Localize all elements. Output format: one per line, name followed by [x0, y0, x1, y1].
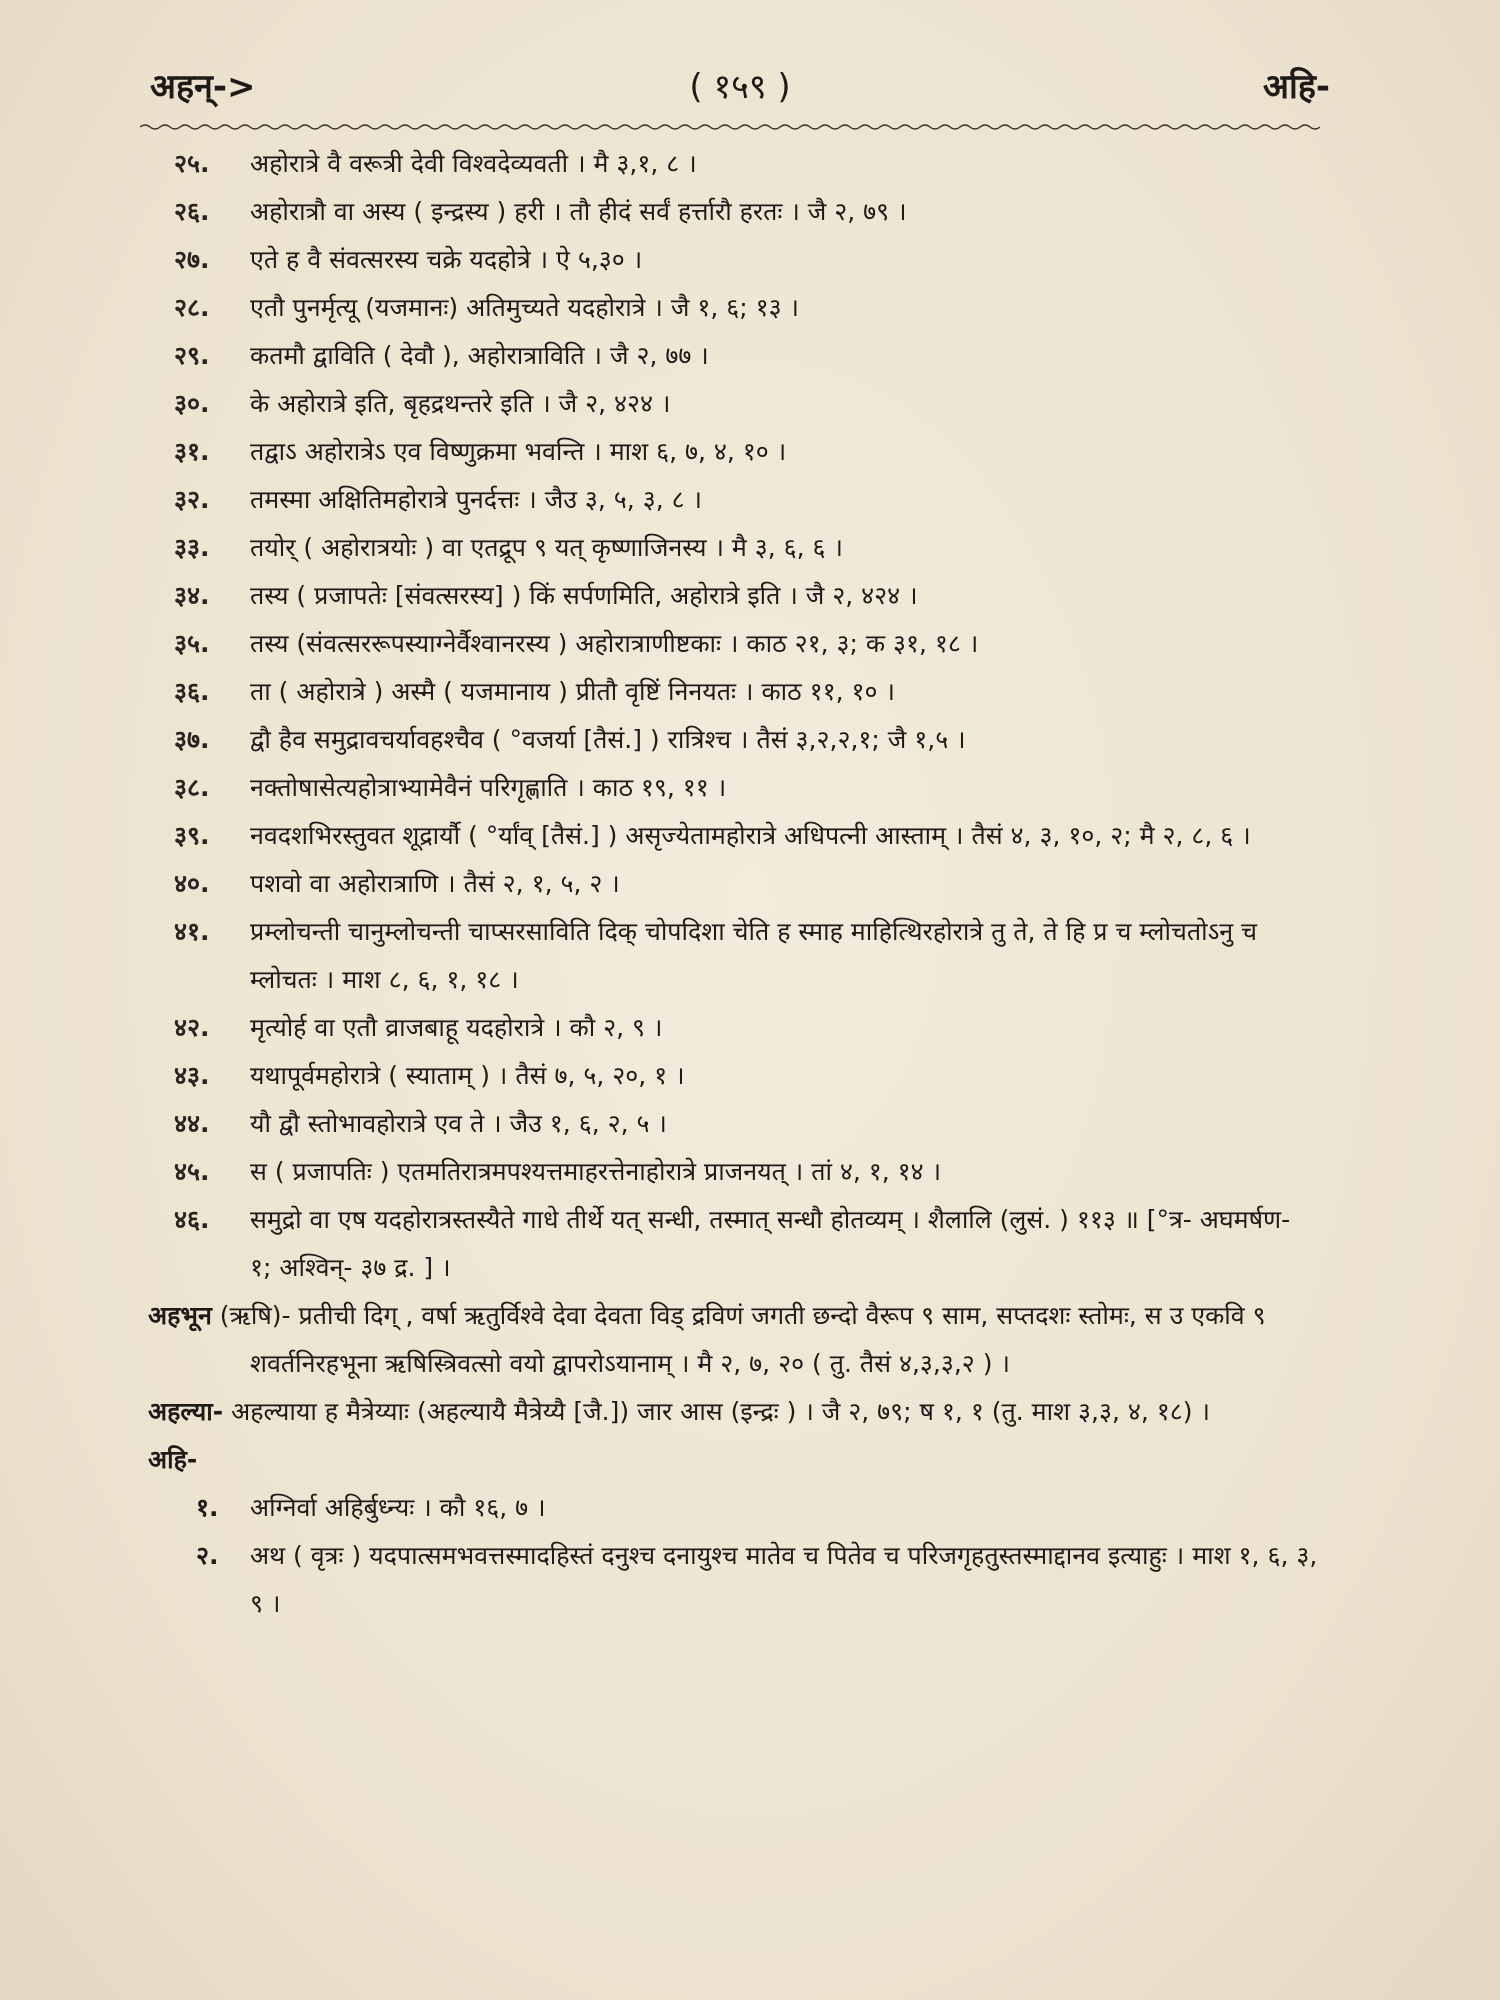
entry-number: २७.: [174, 245, 210, 274]
entry-text: यथापूर्वमहोरात्रे ( स्याताम् ) । तैसं ७, ५, २०, १ ।: [250, 1061, 685, 1090]
entry-number: ४३.: [174, 1061, 210, 1090]
citation-entry: [148, 860, 1318, 908]
dictionary-body: [148, 140, 1318, 1628]
headword: अहभून: [148, 1301, 212, 1330]
entry-text: तमस्मा अक्षितिमहोरात्रे पुनर्दत्तः । जैउ ३, ५, ३, ८ ।: [250, 485, 703, 514]
citation-entry: [148, 1148, 1318, 1196]
entry-number: ३१.: [174, 437, 210, 466]
citation-entry: [148, 1196, 1318, 1292]
citation-entry: [148, 1004, 1318, 1052]
entry-number: २८.: [174, 293, 210, 322]
entry-text: स ( प्रजापतिः ) एतमतिरात्रमपश्यत्तमाहरत्तेनाहोरात्रे प्राजनयत् । तां ४, १, १४ ।: [250, 1157, 942, 1186]
entry-number: ३५.: [174, 629, 210, 658]
citation-entry: [148, 1100, 1318, 1148]
headword-entry: [148, 1436, 1318, 1484]
citation-entry: [148, 140, 1318, 188]
entry-number: ४५.: [174, 1157, 210, 1186]
citation-entry: [148, 332, 1318, 380]
entry-text: के अहोरात्रे इति, बृहद्रथन्तरे इति । जै २, ४२४ ।: [250, 389, 671, 418]
entry-number: २९.: [174, 341, 210, 370]
entry-number: ३६.: [174, 677, 210, 706]
citation-entry: [148, 1052, 1318, 1100]
citation-entry: [148, 476, 1318, 524]
citation-entry: [148, 1532, 1318, 1628]
entry-text: तस्य (संवत्सररूपस्याग्नेर्वैश्वानरस्य ) अहोरात्राणीष्टकाः । काठ २१, ३; क ३१, १८ ।: [250, 629, 979, 658]
entry-text: नक्तोषासेत्यहोत्राभ्यामेवैनं परिगृह्णाति । काठ १९, ११ ।: [250, 773, 727, 802]
citation-entry: [148, 572, 1318, 620]
entry-text: अथ ( वृत्रः ) यदपात्समभवत्तस्मादहिस्तं दनुश्च दनायुश्च मातेव च पितेव च परिजगृहतुस्तस्माद्दानव इत्याहुः । माश १, ६, ३, ९ ।: [250, 1541, 1318, 1618]
entry-text: अहोरात्रौ वा अस्य ( इन्द्रस्य ) हरी । तौ हीदं सर्वं हर्त्तारौ हरतः । जै २, ७९ ।: [250, 197, 907, 226]
entry-text: प्रम्लोचन्ती चानुम्लोचन्ती चाप्सरसाविति दिक् चोपदिशा चेति ह स्माह माहित्थिरहोरात्रे तु ते, ते हि प्र च म्लोचतोऽनु च म्लोचतः । माश ८, ६, १, १८ ।: [250, 917, 1257, 994]
entry-text: द्वौ हैव समुद्रावचर्यावहश्चैव ( °वजर्या [तैसं.] ) रात्रिश्च । तैसं ३,२,२,१; जै १,५ ।: [250, 725, 966, 754]
citation-entry: [148, 812, 1318, 860]
headword: अहि-: [148, 1445, 198, 1474]
entry-text: कतमौ द्वाविति ( देवौ ), अहोरात्राविति । जै २, ७७ ।: [250, 341, 709, 370]
entry-text: तस्य ( प्रजापतेः [संवत्सरस्य] ) किं सर्पणमिति, अहोरात्रे इति । जै २, ४२४ ।: [250, 581, 918, 610]
headword-entry: [148, 1388, 1318, 1436]
entry-text: एते ह वै संवत्सरस्य चक्रे यदहोत्रे । ऐ ५,३० ।: [250, 245, 643, 274]
entry-text: तद्वाऽ अहोरात्रेऽ एव विष्णुक्रमा भवन्ति । माश ६, ७, ४, १० ।: [250, 437, 787, 466]
entry-number: ४१.: [174, 917, 210, 946]
citation-entry: [148, 380, 1318, 428]
entry-number: ३२.: [174, 485, 210, 514]
citation-entry: [148, 284, 1318, 332]
entry-number: ३७.: [174, 725, 210, 754]
citation-entry: [148, 908, 1318, 1004]
page-header: [150, 56, 1330, 116]
entry-text: यौ द्वौ स्तोभावहोरात्रे एव ते । जैउ १, ६, २, ५ ।: [250, 1109, 667, 1138]
citation-entry: [148, 1484, 1318, 1532]
headword: अहल्या-: [148, 1397, 224, 1426]
entry-number: ४६.: [174, 1205, 210, 1234]
entry-number: ३९.: [174, 821, 210, 850]
citation-entry: [148, 524, 1318, 572]
entry-number: २५.: [174, 149, 210, 178]
entry-number: १.: [196, 1493, 219, 1522]
citation-entry: [148, 716, 1318, 764]
entry-text: अहोरात्रे वै वरूत्री देवी विश्वदेव्यवती । मै ३,१, ८ ।: [250, 149, 697, 178]
entry-number: २.: [196, 1541, 219, 1570]
headword-entry: [148, 1292, 1318, 1388]
citation-entry: [148, 764, 1318, 812]
entry-number: ४०.: [174, 869, 210, 898]
page-number: ( १५९ ): [689, 67, 791, 107]
headword-text: (ऋषि)- प्रतीची दिग् , वर्षा ऋतुर्विश्वे देवा देवता विड् द्रविणं जगती छन्दो वैरूप ९ साम, सप्तदशः स्तोमः, स उ एकवि ९ शवर्तनिरहभूना ऋषिस्त्रिवत्सो वयो द्वापरोऽयानाम् । मै २, ७, २० ( तु. तैसं ४,३,३,२ ) ।: [219, 1301, 1266, 1378]
entry-text: अग्निर्वा अहिर्बुध्न्यः । कौ १६, ७ ।: [250, 1493, 546, 1522]
headword-text: अहल्याया ह मैत्रेय्याः (अहल्यायै मैत्रेय्यै [जै.]) जार आस (इन्द्रः ) । जै २, ७९; ष १, १ (तु. माश ३,३, ४, १८) ।: [231, 1397, 1210, 1426]
header-right-catchword: अहि-: [1263, 67, 1330, 107]
entry-number: ४४.: [174, 1109, 210, 1138]
entry-number: ३०.: [174, 389, 210, 418]
entry-text: मृत्योर्ह वा एतौ व्राजबाहू यदहोरात्रे । कौ २, ९ ।: [250, 1013, 663, 1042]
entry-text: तयोर् ( अहोरात्रयोः ) वा एतद्रूप ९ यत् कृष्णाजिनस्य । मै ३, ६, ६ ।: [250, 533, 843, 562]
header-left-catchword: अहन्->: [150, 67, 256, 107]
citation-entry: [148, 188, 1318, 236]
entry-number: ४२.: [174, 1013, 210, 1042]
entry-text: नवदशभिरस्तुवत शूद्रार्यौ ( °र्यांव् [तैसं.] ) असृज्येतामहोरात्रे अधिपत्नी आस्ताम् । तैसं ४, ३, १०, २; मै २, ८, ६ ।: [250, 821, 1251, 850]
citation-entry: [148, 620, 1318, 668]
entry-text: ता ( अहोरात्रे ) अस्मै ( यजमानाय ) प्रीतौ वृष्टिं निनयतः । काठ ११, १० ।: [250, 677, 895, 706]
entry-number: २६.: [174, 197, 210, 226]
entry-number: ३४.: [174, 581, 210, 610]
header-wavy-rule: [140, 123, 1320, 131]
citation-entry: [148, 668, 1318, 716]
citation-entry: [148, 428, 1318, 476]
entry-text: पशवो वा अहोरात्राणि । तैसं २, १, ५, २ ।: [250, 869, 620, 898]
entry-text: समुद्रो वा एष यदहोरात्रस्तस्यैते गाधे तीर्थे यत् सन्धी, तस्मात् सन्धौ होतव्यम् । शैलालि (लुसं. ) ११३ ॥ [°त्र- अघमर्षण- १; अश्विन्- ३७ द्र. ] ।: [250, 1205, 1291, 1282]
citation-entry: [148, 236, 1318, 284]
entry-number: ३३.: [174, 533, 210, 562]
entry-number: ३८.: [174, 773, 210, 802]
entry-text: एतौ पुनर्मृत्यू (यजमानः) अतिमुच्यते यदहोरात्रे । जै १, ६; १३ ।: [250, 293, 800, 322]
